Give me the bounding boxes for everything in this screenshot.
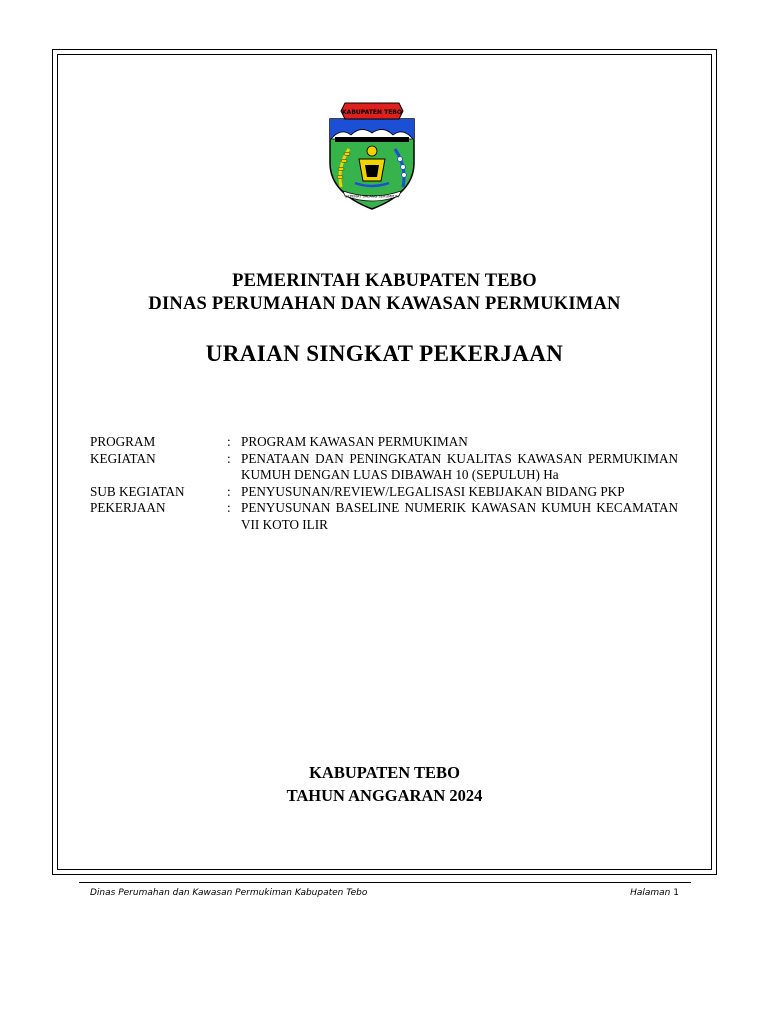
info-label: KEGIATAN: [90, 450, 156, 466]
page-label: Halaman: [630, 888, 671, 898]
info-row-program: [90, 434, 678, 451]
government-name: PEMERINTAH KABUPATEN TEBO: [232, 271, 537, 291]
page-footer: [90, 888, 679, 898]
work-info-table: [90, 434, 678, 533]
info-colon: :: [227, 500, 231, 515]
kabupaten-tebo-emblem-icon: [327, 97, 417, 211]
page-number: 1: [673, 888, 679, 898]
emblem-motto-text: SEPENAT SALANG SERUMPUN: [345, 194, 399, 199]
emblem-banner-text: KABUPATEN TEBO: [342, 109, 402, 116]
info-row-kegiatan: [90, 451, 678, 484]
closing-place: KABUPATEN TEBO: [309, 763, 460, 782]
department-name: DINAS PERUMAHAN DAN KAWASAN PERMUKIMAN: [148, 294, 621, 314]
footer-organization: Dinas Perumahan dan Kawasan Permukiman Kabupaten Tebo: [90, 888, 368, 898]
info-value: PENYUSUNAN BASELINE NUMERIK KAWASAN KUMUH KECAMATAN VII KOTO ILIR: [241, 500, 678, 532]
info-colon: :: [227, 483, 231, 499]
closing-year: TAHUN ANGGARAN 2024: [286, 786, 483, 805]
info-row-sub-kegiatan: [90, 484, 678, 501]
info-label: PEKERJAAN: [90, 500, 166, 515]
page-number-block: [630, 888, 679, 898]
info-value: PENATAAN DAN PENINGKATAN KUALITAS KAWASAN PERMUKIMAN KUMUH DENGAN LUAS DIBAWAH 10 (SEPULUH) Ha: [241, 450, 678, 482]
info-value: PROGRAM KAWASAN PERMUKIMAN: [241, 434, 468, 449]
info-row-pekerjaan: [90, 500, 678, 533]
info-value: PENYUSUNAN/REVIEW/LEGALISASI KEBIJAKAN BIDANG PKP: [241, 483, 625, 499]
info-colon: :: [227, 434, 231, 449]
info-label: PROGRAM: [90, 434, 156, 449]
info-colon: :: [227, 450, 231, 466]
footer-divider: [79, 882, 691, 883]
document-title: URAIAN SINGKAT PEKERJAAN: [205, 341, 564, 366]
info-label: SUB KEGIATAN: [90, 483, 185, 499]
